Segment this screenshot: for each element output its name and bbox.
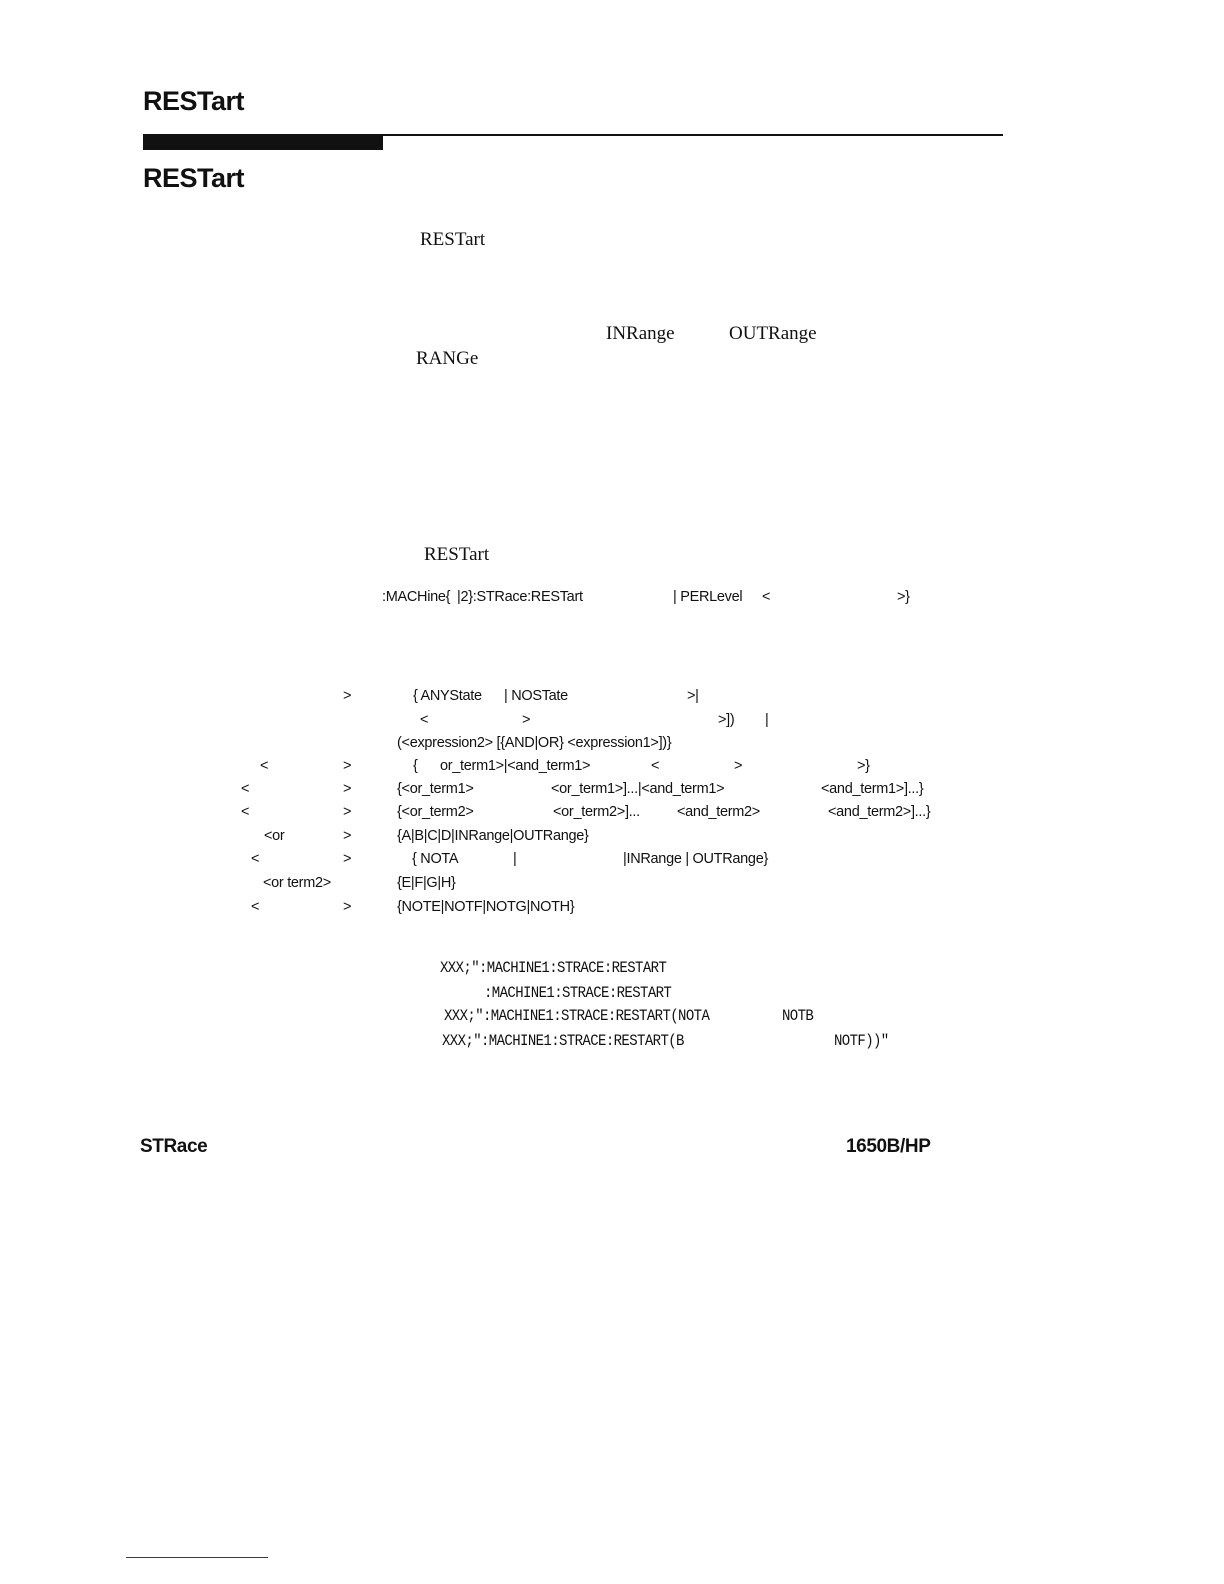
body-word-inrange: INRange — [606, 323, 675, 344]
grammar-text: <or_term1>]...|<and_term1> — [551, 781, 725, 797]
grammar-text: > — [734, 758, 743, 774]
grammar-text: <and_term2>]...} — [828, 804, 931, 820]
grammar-text: {<or_term1> — [397, 781, 474, 797]
grammar-text: {E|F|G|H} — [397, 875, 456, 891]
grammar-symbol: < — [260, 758, 269, 774]
grammar-symbol: > — [343, 899, 352, 915]
grammar-text: {<or_term2> — [397, 804, 474, 820]
grammar-text: (<expression2> [{AND|OR} <expression1>])} — [397, 735, 672, 751]
grammar-text: <or_term2>]... — [553, 804, 640, 820]
grammar-symbol: < — [241, 781, 250, 797]
grammar-text: > — [522, 712, 531, 728]
grammar-symbol: <or term2> — [263, 875, 331, 891]
section-title: RESTart — [143, 163, 245, 193]
footer-section-name: STRace — [140, 1136, 208, 1157]
grammar-text: |INRange | OUTRange} — [623, 851, 768, 867]
grammar-text: {A|B|C|D|INRange|OUTRange} — [397, 828, 589, 844]
grammar-text: { ANYState — [413, 688, 482, 704]
grammar-symbol: > — [343, 828, 352, 844]
example-line: NOTF))" — [834, 1033, 889, 1051]
grammar-symbol: < — [241, 804, 250, 820]
body-word-restart-syntax: RESTart — [424, 544, 490, 565]
grammar-text: | — [765, 712, 769, 728]
syntax-part: | PERLevel — [673, 589, 743, 605]
example-line: XXX;":MACHINE1:STRACE:RESTART — [440, 960, 667, 978]
grammar-text: <and_term1>]...} — [821, 781, 924, 797]
footer-model: 1650B/HP — [846, 1136, 931, 1157]
syntax-part: |2}:STRace:RESTart — [457, 589, 583, 605]
grammar-text: >]) — [718, 712, 735, 728]
grammar-text: | — [513, 851, 517, 867]
body-word-restart: RESTart — [420, 229, 486, 250]
grammar-symbol: > — [343, 688, 352, 704]
grammar-symbol: < — [251, 851, 260, 867]
example-line: XXX;":MACHINE1:STRACE:RESTART(NOTA — [444, 1008, 710, 1026]
running-header-title: RESTart — [143, 86, 245, 116]
grammar-text: < — [420, 712, 429, 728]
body-word-outrange: OUTRange — [729, 323, 817, 344]
syntax-part: >} — [897, 589, 910, 605]
grammar-symbol: < — [251, 899, 260, 915]
grammar-symbol: > — [343, 758, 352, 774]
syntax-part: :MACHine{ — [382, 589, 451, 605]
grammar-symbol: <or — [264, 828, 285, 844]
header-rule-bar — [143, 134, 383, 150]
grammar-text: | NOSTate — [504, 688, 568, 704]
grammar-symbol: > — [343, 781, 352, 797]
grammar-text: >| — [687, 688, 699, 704]
grammar-symbol: > — [343, 851, 352, 867]
grammar-symbol: > — [343, 804, 352, 820]
body-word-range: RANGe — [416, 348, 479, 369]
bottom-divider — [126, 1557, 268, 1558]
syntax-part: < — [762, 589, 771, 605]
grammar-text: >} — [857, 758, 870, 774]
example-line: NOTB — [782, 1008, 814, 1026]
grammar-text: <and_term2> — [677, 804, 760, 820]
grammar-text: { NOTA — [412, 851, 459, 867]
example-line: XXX;":MACHINE1:STRACE:RESTART(B — [442, 1033, 684, 1051]
grammar-text: { — [413, 758, 418, 774]
example-line: :MACHINE1:STRACE:RESTART — [484, 985, 672, 1003]
grammar-text: < — [651, 758, 660, 774]
grammar-text: or_term1>|<and_term1> — [440, 758, 591, 774]
grammar-text: {NOTE|NOTF|NOTG|NOTH} — [397, 899, 575, 915]
